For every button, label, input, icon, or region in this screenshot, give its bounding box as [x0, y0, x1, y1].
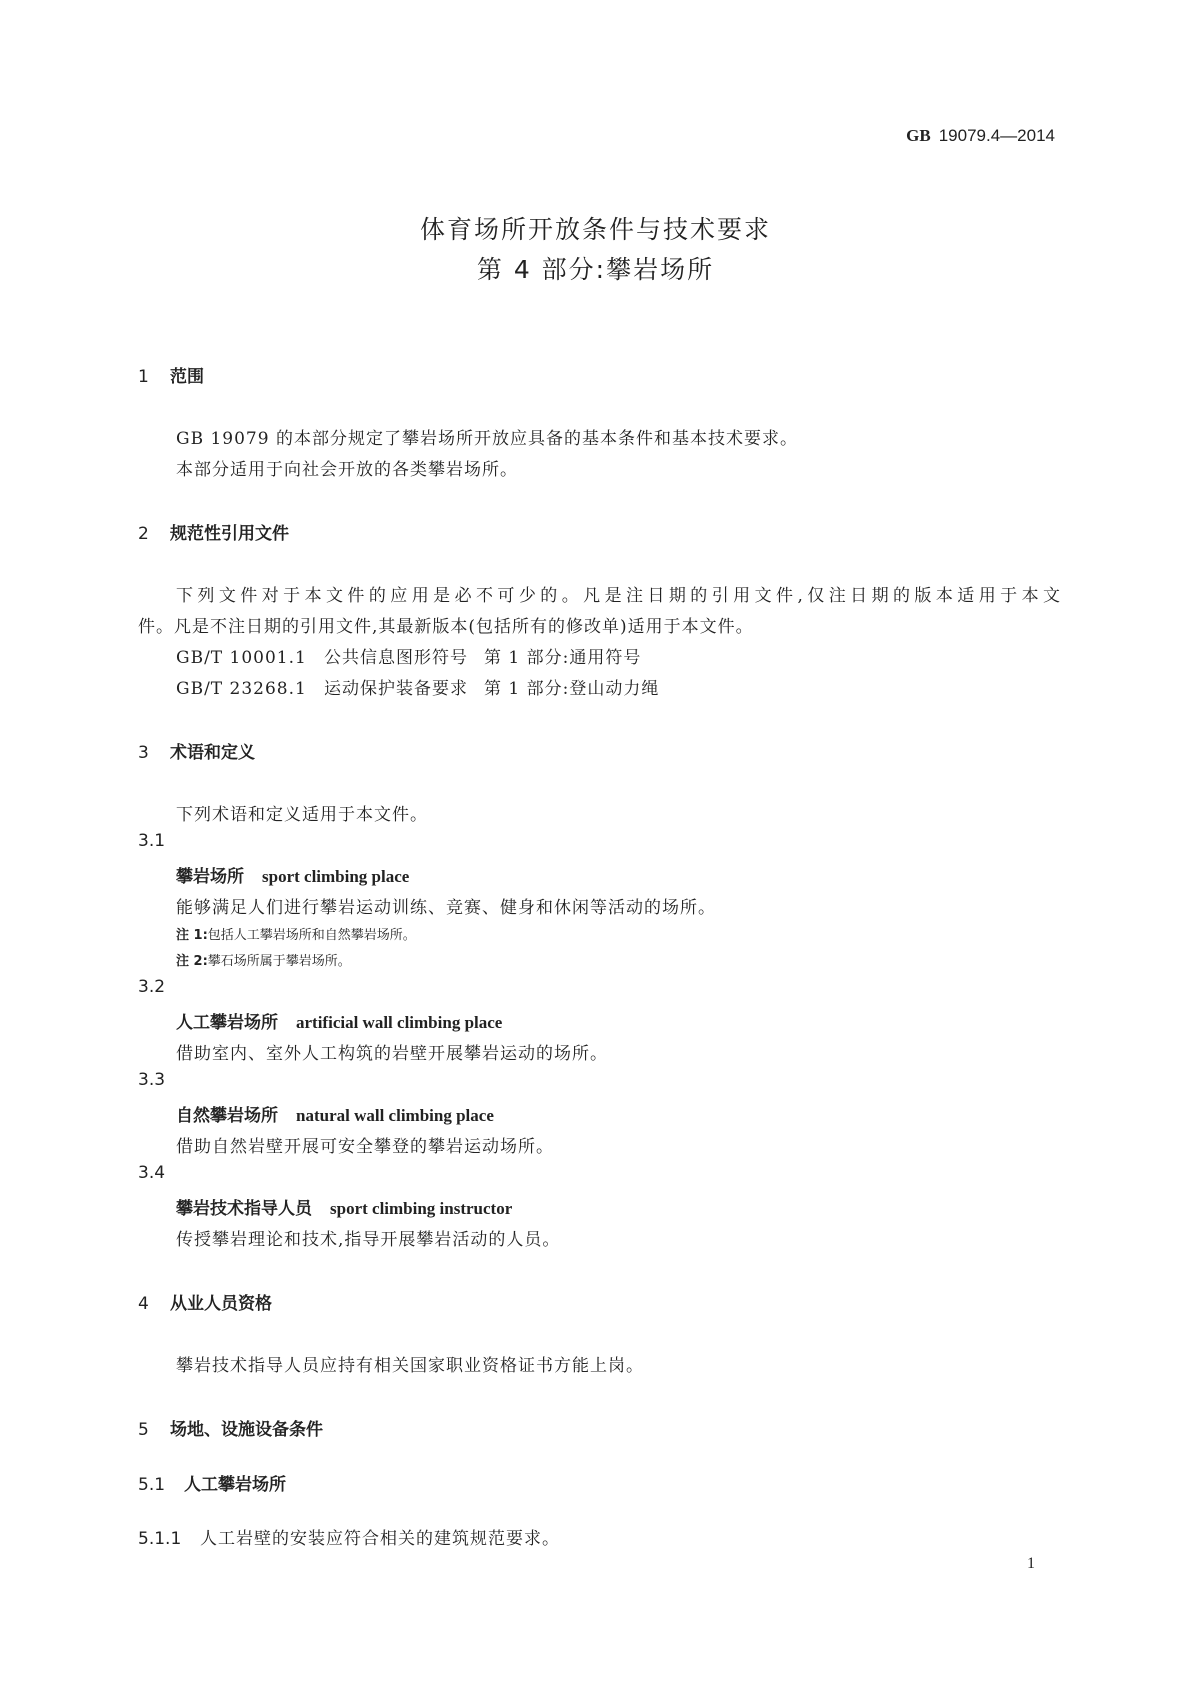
term-chinese: 人工攀岩场所 [176, 1013, 278, 1033]
paragraph: GB 19079 的本部分规定了攀岩场所开放应具备的基本条件和基本技术要求。 [176, 429, 798, 449]
term-english: natural wall climbing place [296, 1106, 494, 1125]
term-note [176, 924, 416, 943]
section-title: 规范性引用文件 [170, 524, 289, 544]
section-title: 术语和定义 [170, 743, 255, 763]
term-english: sport climbing instructor [330, 1199, 513, 1218]
term-note [176, 950, 351, 969]
term-number: 3.4 [138, 1163, 166, 1183]
term-number: 3.1 [138, 831, 166, 851]
document-title: 体育场所开放条件与技术要求 [419, 215, 771, 244]
section-3-heading [138, 738, 255, 763]
term-definition: 借助自然岩壁开展可安全攀登的攀岩运动场所。 [176, 1137, 554, 1157]
section-number: 1 [138, 367, 149, 387]
page-number: 1 [1027, 1555, 1035, 1572]
document-subtitle: 第 4 部分:攀岩场所 [476, 255, 715, 284]
reference-code: GB/T 10001.1 [176, 648, 307, 668]
section-title: 范围 [170, 367, 204, 387]
reference-part: 第 1 部分:通用符号 [484, 648, 642, 668]
term-heading [176, 1008, 502, 1033]
paragraph: 本部分适用于向社会开放的各类攀岩场所。 [176, 460, 518, 480]
reference-name: 公共信息图形符号 [324, 648, 468, 668]
term-number: 3.2 [138, 977, 166, 997]
paragraph: 下列术语和定义适用于本文件。 [176, 805, 428, 825]
section-number: 5 [138, 1420, 149, 1440]
note-text: 包括人工攀岩场所和自然攀岩场所。 [207, 928, 416, 943]
term-definition: 借助室内、室外人工构筑的岩壁开展攀岩运动的场所。 [176, 1044, 608, 1064]
section-1-heading [138, 362, 204, 387]
normative-reference [176, 643, 641, 668]
term-heading [176, 1194, 512, 1219]
reference-part: 第 1 部分:登山动力绳 [484, 679, 660, 699]
section-5-heading [138, 1415, 323, 1440]
subsection-title: 人工攀岩场所 [184, 1475, 286, 1495]
paragraph: 件。凡是不注日期的引用文件,其最新版本(包括所有的修改单)适用于本文件。 [138, 617, 754, 637]
standard-number [906, 126, 1055, 146]
reference-name: 运动保护装备要求 [324, 679, 468, 699]
term-chinese: 自然攀岩场所 [176, 1106, 278, 1126]
term-english: artificial wall climbing place [296, 1013, 503, 1032]
subsection-heading [138, 1470, 286, 1495]
paragraph: 下列文件对于本文件的应用是必不可少的。凡是注日期的引用文件,仅注日期的版本适用于本文 [176, 586, 1061, 606]
section-title: 从业人员资格 [170, 1294, 272, 1314]
clause-number: 5.1.1 [138, 1529, 182, 1549]
term-heading [176, 862, 409, 887]
standard-prefix: GB [906, 126, 931, 145]
term-heading [176, 1101, 494, 1126]
clause [138, 1524, 560, 1549]
term-number: 3.3 [138, 1070, 166, 1090]
term-definition: 传授攀岩理论和技术,指导开展攀岩活动的人员。 [176, 1230, 561, 1250]
section-4-heading [138, 1289, 272, 1314]
term-chinese: 攀岩技术指导人员 [176, 1199, 312, 1219]
section-2-heading [138, 519, 289, 544]
clause-text: 人工岩壁的安装应符合相关的建筑规范要求。 [200, 1529, 560, 1549]
standard-code: 19079.4—2014 [938, 126, 1055, 145]
note-label: 注 1: [176, 928, 208, 943]
term-english: sport climbing place [262, 867, 410, 886]
term-chinese: 攀岩场所 [176, 867, 244, 887]
note-label: 注 2: [176, 954, 208, 969]
section-number: 4 [138, 1294, 149, 1314]
term-definition: 能够满足人们进行攀岩运动训练、竞赛、健身和休闲等活动的场所。 [176, 898, 716, 918]
subsection-number: 5.1 [138, 1475, 166, 1495]
section-number: 2 [138, 524, 149, 544]
section-title: 场地、设施设备条件 [170, 1420, 323, 1440]
section-number: 3 [138, 743, 149, 763]
reference-code: GB/T 23268.1 [176, 679, 307, 699]
normative-reference [176, 674, 659, 699]
paragraph: 攀岩技术指导人员应持有相关国家职业资格证书方能上岗。 [176, 1356, 644, 1376]
note-text: 攀石场所属于攀岩场所。 [207, 954, 351, 969]
